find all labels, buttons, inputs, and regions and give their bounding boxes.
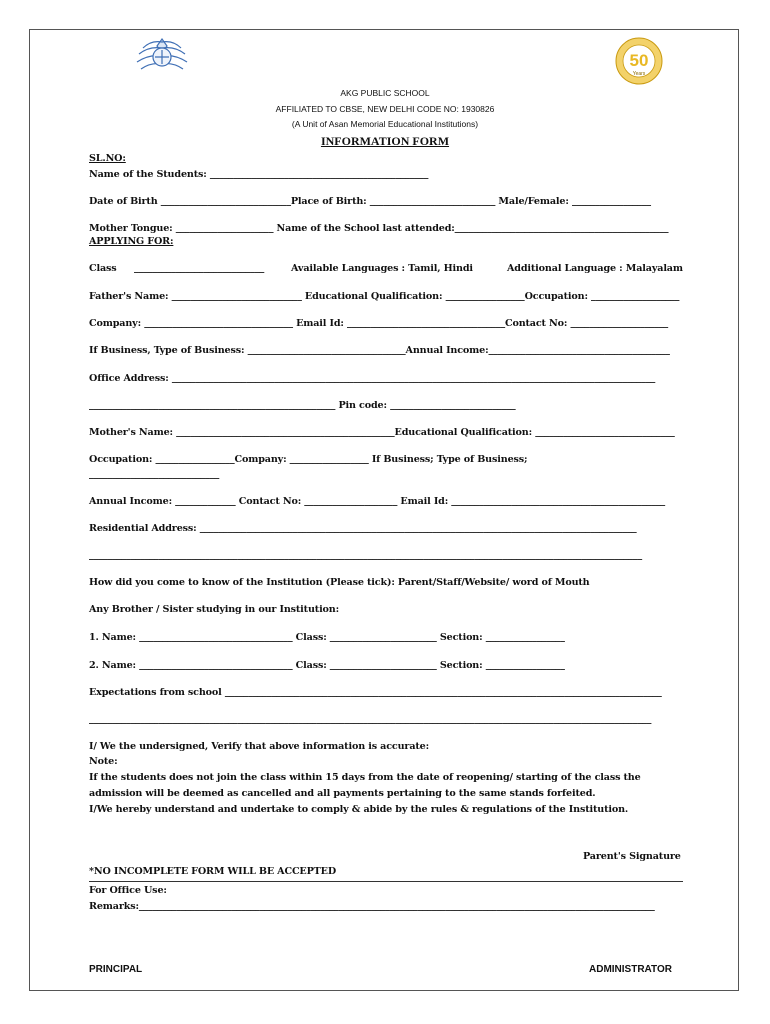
business-type-field[interactable]: If Business, Type of Business: __________________________________Annual Income:_______________________________________	[89, 345, 670, 356]
parent-signature-label: Parent's Signature	[583, 851, 681, 862]
residential-address-continued[interactable]: _______________________________________________________________________________________________________________________	[89, 550, 642, 561]
badge-word: Years	[632, 71, 646, 77]
note-line-1: If the students does not join the class within 15 days from the date of reopening/ starting of the class the	[89, 772, 641, 783]
affiliation: AFFILIATED TO CBSE, NEW DELHI CODE NO: 1930826	[275, 104, 495, 114]
incomplete-form-notice: *NO INCOMPLETE FORM WILL BE ACCEPTED	[89, 866, 336, 877]
school-crest-logo	[133, 36, 191, 74]
mother-tongue-field[interactable]: Mother Tongue: _____________________ Name of the School last attended:______________________________________________	[89, 223, 669, 234]
sibling-1-field[interactable]: 1. Name: _________________________________ Class: _______________________ Section: _________________	[89, 632, 565, 643]
applying-for-label: APPLYING FOR:	[89, 236, 174, 247]
badge-number: 50	[629, 51, 649, 70]
declaration-verify: I/ We the undersigned, Verify that above information is accurate:	[89, 741, 430, 752]
dob-field[interactable]: Date of Birth ____________________________Place of Birth: ___________________________ Male/Female: _________________	[89, 196, 651, 207]
office-address-field[interactable]: Office Address: ________________________________________________________________________________________________________	[89, 373, 656, 384]
company-field[interactable]: Company: ________________________________ Email Id: __________________________________Contact No: _____________________	[89, 318, 669, 329]
residential-address-field[interactable]: Residential Address: ______________________________________________________________________________________________	[89, 523, 637, 534]
note-line-2: admission will be deemed as cancelled and all payments pertaining to the same stands forfeited.	[89, 788, 596, 799]
father-name-field[interactable]: Father's Name: ____________________________ Educational Qualification: _________________Occupation: ___________________	[89, 291, 680, 302]
note-label: Note:	[89, 756, 118, 767]
mother-income-field[interactable]: Annual Income: _____________ Contact No: ____________________ Email Id: ______________________________________________	[89, 496, 666, 507]
pin-code-field[interactable]: _____________________________________________________ Pin code: ___________________________	[89, 400, 516, 411]
undertake-statement: I/We hereby understand and undertake to comply & abide by the rules & regulations of the Institution.	[89, 804, 629, 815]
divider-line	[89, 881, 683, 882]
office-use-label: For Office Use:	[89, 885, 167, 896]
additional-language: Additional Language : Malayalam	[507, 263, 683, 274]
school-name: AKG PUBLIC SCHOOL	[340, 88, 430, 98]
principal-label: PRINCIPAL	[89, 964, 143, 975]
sibling-question: Any Brother / Sister studying in our Institution:	[89, 604, 340, 615]
available-languages: Available Languages : Tamil, Hindi	[291, 263, 473, 274]
student-name-field[interactable]: Name of the Students: _______________________________________________	[89, 169, 429, 180]
expectations-continued[interactable]: _________________________________________________________________________________________________________________________	[89, 714, 652, 725]
expectations-field[interactable]: Expectations from school ______________________________________________________________________________________________	[89, 687, 662, 698]
mother-name-field[interactable]: Mother's Name: _______________________________________________Educational Qualification: ______________________________	[89, 427, 675, 438]
class-field[interactable]: ____________________________	[134, 263, 265, 274]
fifty-years-badge	[614, 36, 664, 86]
class-label: Class	[89, 263, 117, 274]
mother-occupation-field[interactable]: Occupation: _________________Company: _________________ If Business; Type of Business;	[89, 454, 528, 465]
remarks-field[interactable]: Remarks:_______________________________________________________________________________________________________________	[89, 901, 655, 912]
mother-occupation-continued[interactable]: ____________________________	[89, 469, 220, 480]
unit-of: (A Unit of Asan Memorial Educational Institutions)	[291, 119, 479, 129]
sl-no-label: SL.NO:	[89, 153, 126, 164]
administrator-label: ADMINISTRATOR	[589, 964, 672, 975]
sibling-2-field[interactable]: 2. Name: _________________________________ Class: _______________________ Section: _________________	[89, 660, 565, 671]
how-know-question: How did you come to know of the Institution (Please tick): Parent/Staff/Website/ word of Mouth	[89, 577, 590, 588]
form-title: INFORMATION FORM	[320, 134, 450, 148]
